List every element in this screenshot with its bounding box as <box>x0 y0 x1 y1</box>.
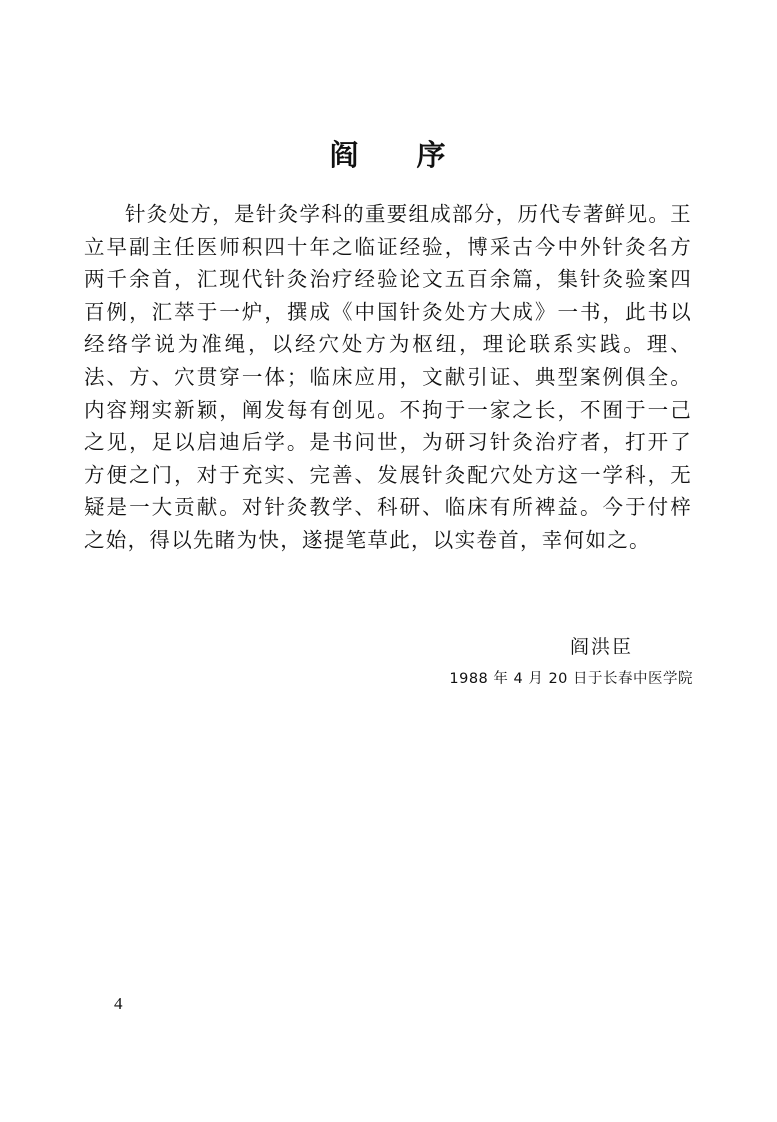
title-first-char: 阎 <box>329 138 361 172</box>
preface-body: 针灸处方，是针灸学科的重要组成部分，历代专著鲜见。王立早副主任医师积四十年之临证经验，博采古今中外针灸名方两千余首，汇现代针灸治疗经验论文五百余篇，集针灸验案四百例，汇萃于一炉，撰成《中国针灸处方大成》一书，此书以经络学说为准绳，以经穴处方为枢纽，理论联系实践。理、法、方、穴贯穿一体；临床应用，文献引证、典型案例俱全。内容翔实新颖，阐发每有创见。不拘于一家之长，不囿于一己之见，足以启迪后学。是书问世，为研习针灸治疗者，打开了方便之门，对于充实、完善、发展针灸配穴处方这一学科，无疑是一大贡献。对针灸教学、科研、临床有所裨益。今于付梓之始，得以先睹为快，遂提笔草此，以实卷首，幸何如之。 <box>84 202 692 552</box>
page-number: 4 <box>114 994 123 1013</box>
date-place-line: 1988 年 4 月 20 日于长春中医学院 <box>449 671 693 687</box>
author-signature: 阎洪臣 <box>569 636 633 658</box>
page-title <box>0 133 777 174</box>
title-second-char: 序 <box>416 138 448 172</box>
